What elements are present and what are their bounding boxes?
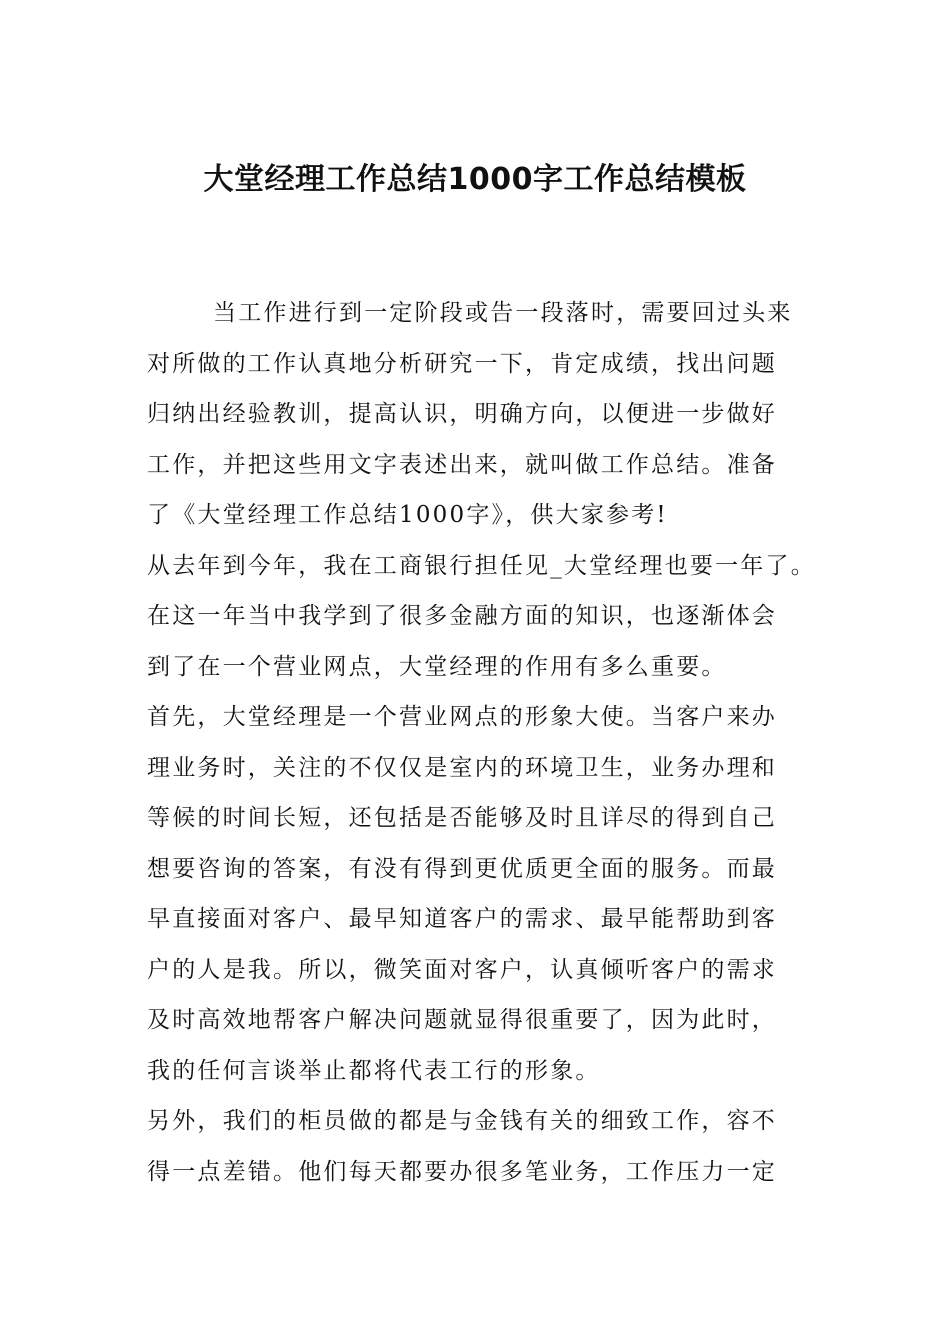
document-title: 大堂经理工作总结1000字工作总结模板 — [203, 162, 747, 197]
body-line: 对所做的工作认真地分析研究一下，肯定成绩，找出问题 — [147, 350, 777, 377]
body-line: 从去年到今年，我在工商银行担任见_大堂经理也要一年了。 — [147, 552, 816, 579]
body-line: 理业务时，关注的不仅仅是室内的环境卫生，业务办理和 — [147, 754, 777, 781]
body-line: 等候的时间长短，还包括是否能够及时且详尽的得到自己 — [147, 805, 777, 831]
body-line: 首先，大堂经理是一个营业网点的形象大使。当客户来办 — [147, 704, 777, 730]
body-line: 到了在一个营业网点，大堂经理的作用有多么重要。 — [147, 653, 727, 680]
body-line: 当工作进行到一定阶段或告一段落时，需要回过头来 — [213, 300, 793, 326]
body-line: 及时高效地帮客户解决问题就显得很重要了，因为此时， — [147, 1007, 777, 1033]
body-line: 早直接面对客户、最早知道客户的需求、最早能帮助到客 — [147, 906, 777, 932]
body-line: 另外，我们的柜员做的都是与金钱有关的细致工作，容不 — [147, 1108, 777, 1134]
body-line: 我的任何言谈举止都将代表工行的形象。 — [147, 1057, 601, 1084]
body-line: 想要咨询的答案，有没有得到更优质更全面的服务。而最 — [147, 855, 777, 882]
body-line: 得一点差错。他们每天都要办很多笔业务，工作压力一定 — [147, 1158, 777, 1185]
body-line: 工作，并把这些用文字表述出来，就叫做工作总结。准备 — [147, 451, 777, 478]
body-line: 户的人是我。所以，微笑面对客户，认真倾听客户的需求 — [147, 956, 777, 983]
body-line: 了《大堂经理工作总结1000字》，供大家参考! — [147, 502, 668, 528]
body-line: 在这一年当中我学到了很多金融方面的知识，也逐渐体会 — [147, 603, 777, 629]
body-line: 归纳出经验教训，提高认识，明确方向，以便进一步做好 — [147, 401, 777, 427]
document-body — [147, 288, 837, 1197]
